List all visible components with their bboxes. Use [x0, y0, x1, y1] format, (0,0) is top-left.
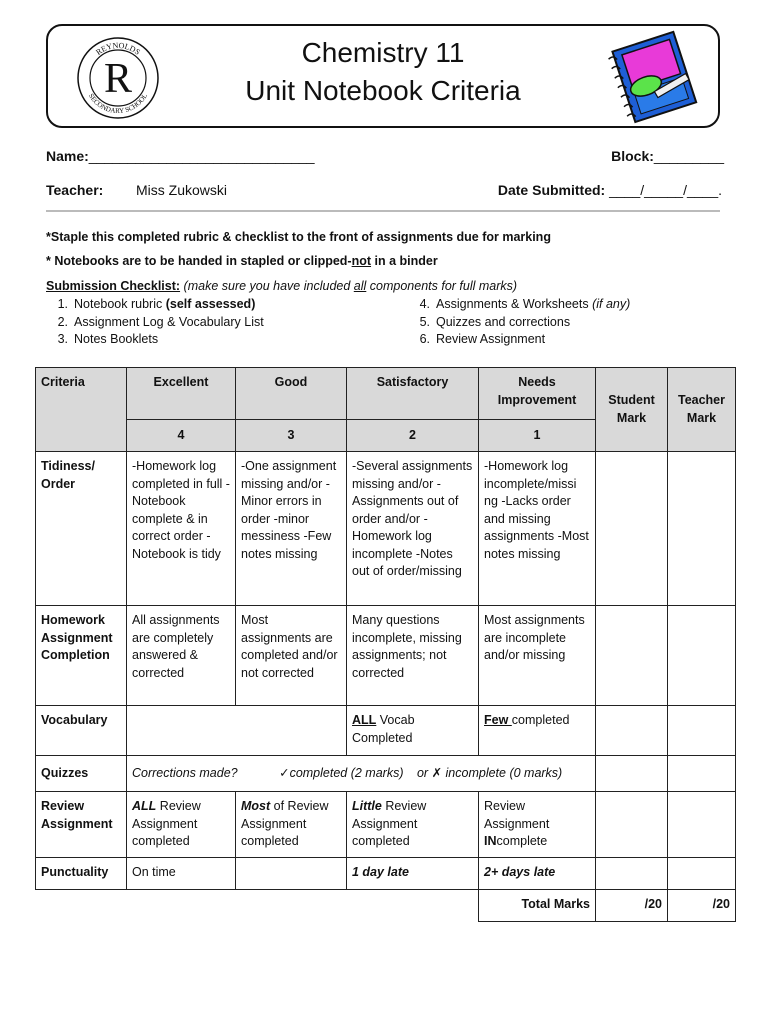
vocabulary-needs[interactable]: Few completed — [479, 706, 596, 756]
date-blank[interactable]: ____/_____/____. — [609, 182, 722, 198]
quizzes-options[interactable] — [127, 756, 596, 792]
vocabulary-satisfactory[interactable]: ALL Vocab Completed — [347, 706, 479, 756]
checklist-item[interactable]: 5. Quizzes and corrections — [419, 314, 571, 329]
review-needs[interactable]: Review Assignment INcomplete — [479, 792, 596, 858]
vocabulary-excellent-good[interactable] — [127, 706, 347, 756]
review-good[interactable]: Most of Review Assignment completed — [236, 792, 347, 858]
svg-text:REYNOLDS: REYNOLDS — [94, 40, 142, 57]
checklist-item[interactable]: 3. Notes Booklets — [57, 332, 159, 346]
table-row — [36, 452, 736, 606]
page-subtitle: Unit Notebook Criteria — [245, 75, 521, 106]
punctuality-satisfactory[interactable]: 1 day late — [347, 857, 479, 889]
header-needs-improvement: Needs Improvement — [479, 368, 596, 420]
name-label: Name: — [46, 148, 89, 164]
criteria-tidiness: Tidiness/ Order — [36, 452, 127, 606]
criteria-vocabulary: Vocabulary — [36, 706, 127, 756]
homework-good[interactable]: Most assignments are completed and/or not corrected — [236, 606, 347, 706]
binder-text-pre: * Notebooks are to be handed in stapled or clipped- — [46, 254, 352, 268]
header-box — [46, 24, 720, 128]
student-mark-cell[interactable] — [596, 606, 668, 706]
teacher-mark-cell[interactable] — [668, 756, 736, 792]
checklist-col-2 — [408, 296, 630, 349]
block-blank[interactable]: _________ — [653, 148, 724, 164]
divider — [46, 210, 720, 212]
header-criteria: Criteria — [36, 368, 127, 452]
tidiness-satisfactory[interactable]: -Several assignments missing and/or -Assignments out of order and/or -Homework log incomplete -Notes out of order/missing — [347, 452, 479, 606]
level-2: 2 — [347, 420, 479, 452]
table-row — [36, 606, 736, 706]
quiz-question: Corrections made? — [132, 765, 238, 780]
teacher-mark-cell[interactable] — [668, 452, 736, 606]
checklist-heading: Submission Checklist: — [46, 279, 181, 293]
svg-text:SECONDARY SCHOOL: SECONDARY SCHOOL — [86, 92, 150, 116]
checklist-item[interactable]: 4. Assignments & Worksheets (if any) — [419, 297, 631, 311]
teacher-mark-cell[interactable] — [668, 792, 736, 858]
student-mark-cell[interactable] — [596, 756, 668, 792]
quiz-incomplete-option[interactable]: or ✗ incomplete (0 marks) — [416, 765, 563, 780]
table-row — [36, 792, 736, 858]
teacher-mark-cell[interactable] — [668, 706, 736, 756]
table-row — [36, 706, 736, 756]
total-label: Total Marks — [479, 889, 596, 921]
header-excellent: Excellent — [127, 368, 236, 420]
homework-needs[interactable]: Most assignments are incomplete and/or missing — [479, 606, 596, 706]
date-label: Date Submitted: — [497, 182, 606, 198]
checklist-item[interactable]: 2. Assignment Log & Vocabulary List — [57, 314, 264, 329]
homework-satisfactory[interactable]: Many questions incomplete, missing assignments; not corrected — [347, 606, 479, 706]
table-row — [36, 857, 736, 889]
punctuality-excellent[interactable]: On time — [127, 857, 236, 889]
criteria-punctuality: Punctuality — [36, 857, 127, 889]
level-3: 3 — [236, 420, 347, 452]
teacher-value: Miss Zukowski — [136, 182, 228, 198]
date-field[interactable] — [498, 182, 722, 198]
total-student[interactable]: /20 — [596, 889, 668, 921]
page-title: Chemistry 11 — [301, 37, 465, 68]
teacher-label: Teacher: — [46, 182, 104, 198]
level-1: 1 — [479, 420, 596, 452]
name-field[interactable] — [46, 148, 315, 164]
criteria-review: Review Assignment — [36, 792, 127, 858]
total-spacer — [36, 889, 479, 921]
staple-instruction: *Staple this completed rubric & checklist to the front of assignments due for marking — [46, 230, 551, 244]
table-row — [36, 756, 736, 792]
level-4: 4 — [127, 420, 236, 452]
svg-text:R: R — [103, 56, 133, 102]
student-mark-cell[interactable] — [596, 857, 668, 889]
checklist-note: (make sure you have included all components for full marks) — [180, 279, 518, 293]
tidiness-excellent[interactable]: -Homework log completed in full -Notebook complete & in correct order -Notebook is tidy — [127, 452, 236, 606]
checklist-item[interactable]: 6. Review Assignment — [419, 332, 546, 346]
header-student-mark: Student Mark — [596, 368, 668, 452]
review-excellent[interactable]: ALL Review Assignment completed — [127, 792, 236, 858]
student-mark-cell[interactable] — [596, 706, 668, 756]
criteria-quizzes: Quizzes — [36, 756, 127, 792]
binder-text-not: not — [351, 254, 372, 268]
total-teacher[interactable]: /20 — [668, 889, 736, 921]
binder-text-post: in a binder — [371, 254, 438, 268]
total-row — [36, 889, 736, 921]
student-mark-cell[interactable] — [596, 792, 668, 858]
binder-instruction — [46, 254, 438, 268]
header-teacher-mark: Teacher Mark — [668, 368, 736, 452]
block-label: Block: — [611, 148, 654, 164]
teacher-mark-cell[interactable] — [668, 606, 736, 706]
tidiness-good[interactable]: -One assignment missing and/or -Minor errors in order -minor messiness -Few notes missing — [236, 452, 347, 606]
punctuality-good[interactable] — [236, 857, 347, 889]
checklist-col-1 — [46, 296, 264, 349]
punctuality-needs[interactable]: 2+ days late — [479, 857, 596, 889]
homework-excellent[interactable]: All assignments are completely answered & corrected — [127, 606, 236, 706]
rubric-table — [35, 367, 736, 922]
header-good: Good — [236, 368, 347, 420]
quiz-completed-option[interactable]: ✓completed (2 marks) — [279, 765, 404, 780]
checklist-heading-line — [46, 278, 517, 296]
notebook-icon — [604, 26, 704, 124]
teacher-mark-cell[interactable] — [668, 857, 736, 889]
tidiness-needs[interactable]: -Homework log incomplete/missi ng -Lacks order and missing assignments -Most notes missing — [479, 452, 596, 606]
checklist-item[interactable]: 1. Notebook rubric (self assessed) — [57, 297, 256, 311]
student-mark-cell[interactable] — [596, 452, 668, 606]
block-field[interactable] — [611, 148, 724, 164]
review-satisfactory[interactable]: Little Review Assignment completed — [347, 792, 479, 858]
criteria-homework: Homework Assignment Completion — [36, 606, 127, 706]
name-blank[interactable]: _____________________________ — [88, 148, 315, 164]
header-satisfactory: Satisfactory — [347, 368, 479, 420]
